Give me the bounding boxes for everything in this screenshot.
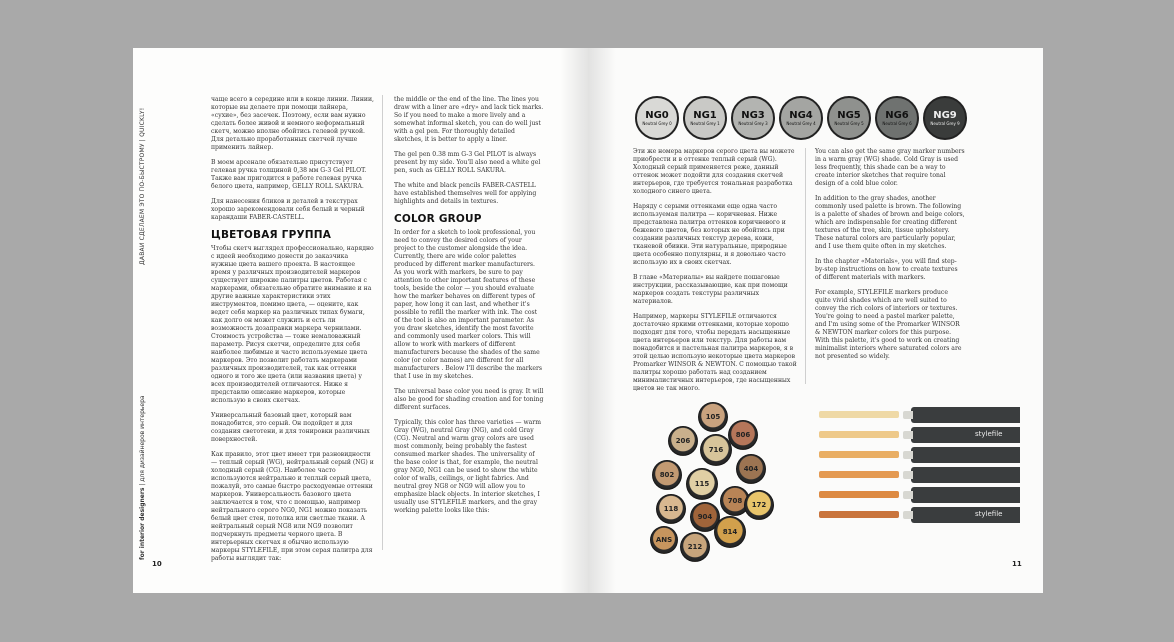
marker-cap: 172: [744, 490, 774, 520]
swatch-ng5: [827, 96, 871, 140]
column-divider: [805, 148, 806, 384]
swatch-code: NG3: [741, 110, 765, 121]
swatch-code: NG1: [693, 110, 717, 121]
marker-cap: 115: [686, 468, 718, 500]
paragraph: Как правило, этот цвет имеет три разновидности — теплый серый (WG), нейтральный серый (NG) и холодный серый (CG). Наиболее часто используются нейтрально и теплый серый цвета, пожалуй, это самые быстро расходуемые оттенки маркеров. Универсальность базового цвета заключается в том, что с помощью, например нейтрального серого NG0, NG1 можно показать белый цвет стен, потолка или светлые ткани. А нейтральный серый NG8 или NG9 позволит подчеркнуть предметы черного цвета. В интерьерных скетчах я обычно использую маркеры STYLEFILE, при этом серая палитра для работы выглядит так:: [211, 451, 374, 562]
paragraph: чаще всего в середине или в конце линии. Линии, которые вы делаете при помощи лайнера, «сухие», без засечек. Поэтому, если вам нужно сделать более живой и немного неформальный скетч, можно вполне обойтись гелевой ручкой. Для детально проработанных скетчей лучше применить лайнер.: [211, 96, 374, 151]
marker-brand-label: stylefile: [975, 510, 1003, 518]
swatch-ng4: [779, 96, 823, 140]
swatch-desc: Neutral Grey 1: [690, 121, 720, 126]
marker-cap: 212: [680, 532, 710, 562]
swatch-ng0: [635, 96, 679, 140]
paragraph: The gel pen 0.38 mm G-3 Gel PILOT is always present by my side. You'll also need a white gel pen, such as GELLY ROLL SAKURA.: [394, 151, 541, 174]
marker-cap: 206: [668, 426, 698, 456]
paragraph: In the chapter «Materials», you will find step-by-step instructions on how to create textures of different materials with markers.: [815, 258, 958, 281]
color-stroke: [819, 471, 899, 478]
paragraph: the middle or the end of the line. The lines you draw with a liner are «dry» and lack tick marks. So if you need to make a more lively and a somewhat informal sketch, you can do well just with a gel pen. For thoroughly detailed sketches, it is better to apply a liner.: [394, 96, 544, 143]
marker-cap: 814: [714, 516, 746, 548]
section-heading: COLOR GROUP: [394, 213, 482, 225]
paragraph: В главе «Материалы» вы найдете пошаговые инструкции, рассказывающие, как при помощи маркеров создать текстуры различных материалов.: [633, 274, 788, 305]
swatch-code: NG9: [933, 110, 957, 121]
color-stroke: [819, 411, 899, 418]
running-head: ДАВАЙ СДЕЛАЕМ ЭТО ПО-БЫСТРОМУ | QUICKLY!: [139, 107, 146, 265]
marker-cap: 404: [736, 454, 766, 484]
marker-pen: [911, 427, 1020, 443]
marker-cap: 716: [700, 434, 732, 466]
paragraph: Например, маркеры STYLEFILE отличаются достаточно яркими оттенками, которые хорошо подходят для того, чтобы передать насыщенные цвета интерьеров или текстур. Для работы вам понадобится и пастельная палитра маркеров, я в этой целью использую некоторые цвета маркеров Promarker WINSOR & NEWTON. С помощью такой палитры хорошо работать над созданием минималистичных интерьеров, где насыщенных цветов не так много.: [633, 313, 797, 392]
marker-tip: [903, 491, 913, 499]
color-stroke: [819, 451, 899, 458]
marker-tip: [903, 471, 913, 479]
column-divider: [382, 95, 383, 550]
paragraph: В моем арсенале обязательно присутствует гелевая ручка толщиной 0,38 мм G-3 Gel PILOT. Также вам пригодится в работе гелевая ручка белого цвета, например, GELLY ROLL SAKURA.: [211, 159, 367, 190]
swatch-desc: Neutral Grey 5: [834, 121, 864, 126]
marker-pen: [911, 407, 1020, 423]
marker-tip: [903, 431, 913, 439]
book-gutter: [560, 48, 616, 593]
swatch-ng3: [731, 96, 775, 140]
page-number-left: 10: [152, 560, 162, 568]
swatch-desc: Neutral Grey 0: [642, 121, 672, 126]
left-col-english: [394, 96, 544, 522]
paragraph: The universal base color you need is gray. It will also be good for shading creation and for toning different surfaces.: [394, 388, 544, 411]
swatch-desc: Neutral Grey 3: [738, 121, 768, 126]
swatch-desc: Neutral Grey 9: [930, 121, 960, 126]
running-foot-rest: | для дизайнеров интерьера: [139, 395, 146, 488]
marker-cap: 904: [690, 502, 720, 532]
marker-pen: [911, 487, 1020, 503]
marker-cap: 708: [720, 486, 750, 516]
marker-cap: ANS: [650, 526, 678, 554]
right-col-english: [815, 148, 965, 368]
paragraph: Универсальный базовый цвет, который вам понадобится, это серый. Он подойдет и для создания светотени, и для тонировки различных поверхностей.: [211, 412, 370, 443]
paragraph: The white and black pencils FABER-CASTELL have established themselves well for applying highlights and details in textures.: [394, 182, 537, 205]
marker-pen: [911, 467, 1020, 483]
swatch-code: NG0: [645, 110, 669, 121]
running-foot-bold: for interior designers: [139, 487, 146, 560]
swatch-ng6: [875, 96, 919, 140]
swatch-code: NG5: [837, 110, 861, 121]
color-stroke: [819, 491, 899, 498]
paragraph: Чтобы скетч выглядел профессионально, нарядно с идеей необходимо донести до заказчика нужные цвета вашего проекта. В настоящее время у различных производителей маркеров существует широкие палитры цветов. Работая с маркерами, обязательно обратите внимание и на другие важные характеристики этих инструментов, помимо цвета, — оцените, как ведет себя маркер на различных типах бумаги, как долго он может служить и есть ли возможность дозаправки маркера чернилами. Стоимость устройства — тоже немаловажный параметр. Рисуя скетчи, определите для себя наиболее любимые и часто используемые цвета маркеров. Это позволит работать маркерами различных производителей, так как оттенки одного и того же цвета (или названия цвета) у всех производителей отличаются. Ниже я представлю описание маркеров, которые использую в своих скетчах.: [211, 245, 374, 404]
paragraph: In addition to the gray shades, another commonly used palette is brown. The following is a palette of shades of brown and beige colors, which are indispensable for creating different textures of the tree, skin, tissue upholstery. These natural colors are particularly popular, and I use them quite often in my sketches.: [815, 195, 965, 250]
page-number-right: 11: [1012, 560, 1022, 568]
right-col-russian: [633, 148, 797, 400]
swatch-ng1: [683, 96, 727, 140]
paragraph: Эти же номера маркеров серого цвета вы можете приобрести и в оттенке теплый серый (WG). Холодный серый применяется реже, данный оттенок может подойти для создания скетчей интерьеров, где требуется тональная разработка холодного синего цвета.: [633, 148, 795, 195]
marker-pen: [911, 507, 1020, 523]
marker-strokes-photo: [815, 405, 1020, 535]
marker-caps-photo: [640, 398, 780, 570]
marker-pen: [911, 447, 1020, 463]
running-foot: [139, 395, 153, 560]
color-stroke: [819, 431, 899, 438]
color-stroke: [819, 511, 899, 518]
swatch-desc: Neutral Grey 4: [786, 121, 816, 126]
marker-tip: [903, 451, 913, 459]
marker-tip: [903, 411, 913, 419]
section-heading: ЦВЕТОВАЯ ГРУППА: [211, 229, 332, 241]
marker-brand-label: stylefile: [975, 430, 1003, 438]
paragraph: Наряду с серыми оттенками еще одна часто используемая палитра — коричневая. Ниже представлена палитра оттенков коричневого и бежевого цветов, без которых не обойтись при создании различных текстур дерева, кожи, тканевой обивки. Эти натуральные, природные цвета особенно популярны, и я довольно часто использую их в своих скетчах.: [633, 203, 787, 266]
marker-cap: 118: [656, 494, 686, 524]
paragraph: In order for a sketch to look professional, you need to convey the desired colors of your project to the customer alongside the idea. Currently, there are wide color palettes produced by different marker manufacturers. As you work with markers, be sure to pay attention to other important features of these tools, beside the color — you should evaluate how the marker behaves on different types of paper, how long it can last, and whether it's possible to refill the marker with ink. The cost of the tool is also an important parameter. As you draw sketches, identify the most favorite and commonly used marker colors. This will allow to work with markers of different manufacturers because the shades of the same color (or color names) are different for all manufacturers . Below I'll describe the markers that I use in my sketches.: [394, 229, 543, 380]
swatch-desc: Neutral Grey 6: [882, 121, 912, 126]
grey-swatch-row: [635, 96, 967, 140]
swatch-code: NG4: [789, 110, 813, 121]
paragraph: Для нанесения бликов и деталей в текстурах хорошо зарекомендовали себя белый и черный карандаши FABER-CASTELL.: [211, 198, 365, 221]
paragraph: Typically, this color has three varieties — warm Gray (WG), neutral Gray (NG), and cold Gray (CG). Neutral and warm gray colors are used most commonly, being probably the fastest consumed marker shades. The universality of the base color is that, for example, the neutral gray NG0, NG1 can be used to show the white color of walls, ceilings, or light fabrics. And neutral grey NG8 or NG9 will allow you to emphasize black objects. In interior sketches, I usually use STYLEFILE markers, and the gray working palette looks like this:: [394, 419, 541, 514]
marker-cap: 806: [728, 420, 758, 450]
swatch-code: NG6: [885, 110, 909, 121]
marker-cap: 105: [698, 402, 728, 432]
paragraph: For example, STYLEFILE markers produce quite vivid shades which are well suited to convey the rich colors of interiors or textures. You're going to need a pastel marker palette, and I'm using some of the Promarker WINSOR & NEWTON marker colors for this purpose. With this palette, it's good to work on creating minimalist interiors where saturated colors are not presented so widely.: [815, 289, 962, 360]
marker-cap: 802: [652, 460, 682, 490]
marker-tip: [903, 511, 913, 519]
swatch-ng9: [923, 96, 967, 140]
left-col-russian: [211, 96, 375, 570]
paragraph: You can also get the same gray marker numbers in a warm gray (WG) shade. Cold Gray is used less frequently, this shade can be a way to create interior sketches that require tonal design of a cold blue color.: [815, 148, 965, 187]
